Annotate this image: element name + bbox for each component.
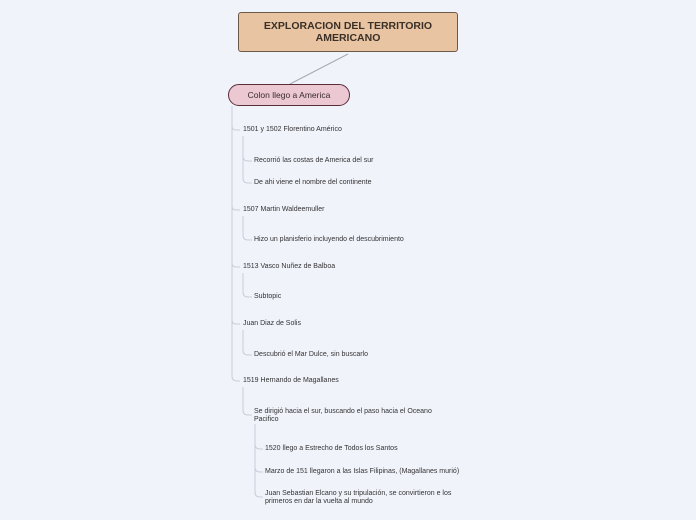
topic-waldeemuller[interactable]: 1507 Martin Waldeemuller: [243, 206, 325, 213]
topic-balboa[interactable]: 1513 Vasco Nuñez de Balboa: [243, 263, 336, 270]
branch-6: [232, 263, 240, 267]
subbranch-10: [243, 387, 252, 415]
subtopic-planisferio[interactable]: Hizo un planisferio incluyendo el descubrimiento: [254, 236, 404, 243]
topic-magallanes[interactable]: 1519 Hernando de Magallanes: [243, 377, 339, 384]
root-topic[interactable]: [238, 12, 458, 52]
subbranch-1: [243, 136, 252, 183]
subtopic-mar-dulce[interactable]: Descubrió el Mar Dulce, sin buscarlo: [254, 351, 368, 358]
branch-8: [232, 320, 240, 324]
subtopic-oceano-pacifico[interactable]: Se dirigió hacia el sur, buscando el paso hacia el Oceano Pacifico: [254, 408, 432, 423]
branch-1: [232, 126, 240, 130]
subbranch-4: [243, 216, 252, 240]
subbranch-6: [243, 273, 252, 297]
main-topic-label: Colon llego a America: [247, 90, 331, 100]
root-connector: [290, 54, 348, 84]
topic-solis[interactable]: Juan Diaz de Solis: [243, 320, 301, 327]
subtopic-estrecho[interactable]: 1520 llego a Estrecho de Todos los Santos: [265, 445, 398, 452]
main-branch: [232, 106, 240, 381]
subtopic-elcano[interactable]: Juan Sebastian Elcano y su tripulación, se convirtieron e los primeros en dar la vuelta al mundo: [265, 490, 452, 505]
subtopic-placeholder[interactable]: Subtopic: [254, 293, 282, 300]
topic-florentino[interactable]: 1501 y 1502 Florentino Américo: [243, 126, 342, 133]
subbranch-11: [255, 424, 263, 497]
root-title: EXPLORACION DEL TERRITORIO AMERICANO: [263, 20, 433, 44]
subtopic-nombre[interactable]: De ahi viene el nombre del continente: [254, 179, 372, 186]
branch-4: [232, 206, 240, 210]
subtopic-costas[interactable]: Recorrió las costas de America del sur: [254, 157, 374, 164]
subtopic-filipinas[interactable]: Marzo de 151 llegaron a las Islas Filipinas, (Magallanes murió): [265, 468, 460, 475]
subbranch-8: [243, 330, 252, 355]
main-topic[interactable]: [228, 84, 350, 106]
